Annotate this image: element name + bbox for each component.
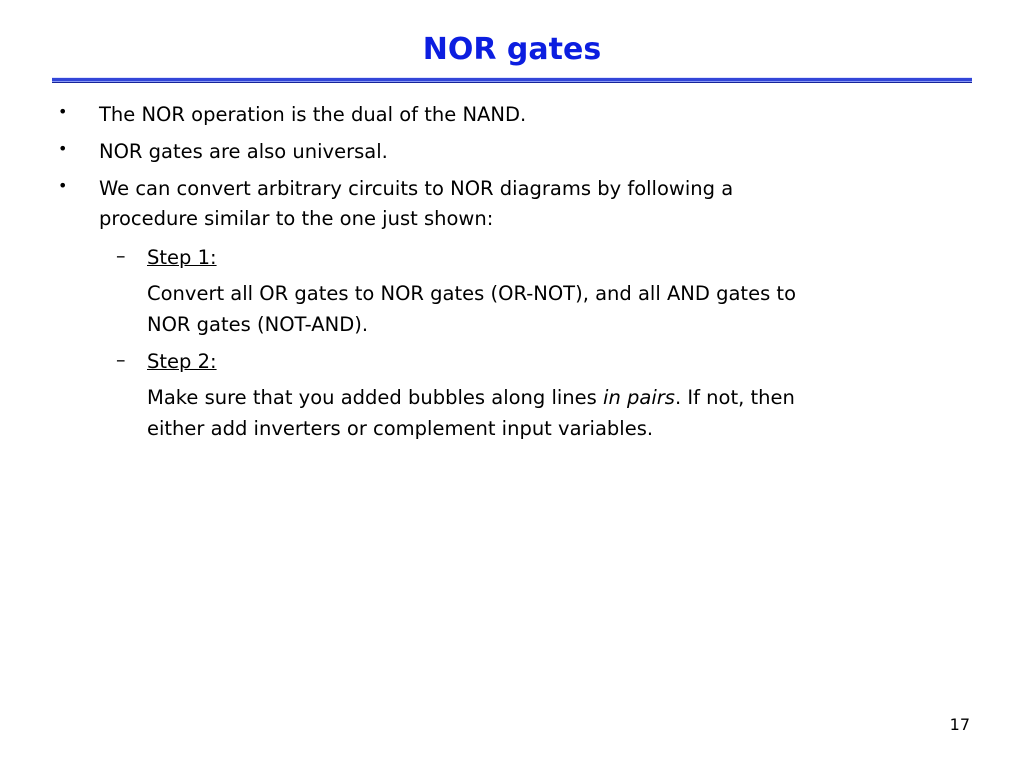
dash-icon: – [116,349,126,371]
dash-icon: – [116,245,126,267]
step-2-body-line-2: either add inverters or complement input variables. [147,417,654,440]
step-2-body-text-start: Make sure that you added bubbles along lines [147,386,604,409]
page-number: 17 [949,715,970,734]
bullet-text-2: NOR gates are also universal. [99,140,388,163]
step-2-body-text-end: . If not, then [674,386,795,409]
step-1-body-line-2: NOR gates (NOT-AND). [147,313,369,336]
bullet-dot-icon: • [58,176,68,195]
bullet-dot-icon: • [58,102,68,121]
step-1-body-line-1: Convert all OR gates to NOR gates (OR-NOT), and all AND gates to [147,282,797,305]
bullet-text-3-line-2: procedure similar to the one just shown: [99,207,494,230]
bullet-text-1: The NOR operation is the dual of the NAND. [99,103,527,126]
step-2-body-line-1 [147,385,795,411]
step-2-emphasis: in pairs [603,386,675,409]
step-1-label: Step 1: [147,246,217,269]
slide-title: NOR gates [422,32,602,67]
title-divider [52,77,972,83]
step-2-label: Step 2: [147,350,217,373]
bullet-text-3-line-1: We can convert arbitrary circuits to NOR diagrams by following a [99,177,734,200]
bullet-dot-icon: • [58,139,68,158]
